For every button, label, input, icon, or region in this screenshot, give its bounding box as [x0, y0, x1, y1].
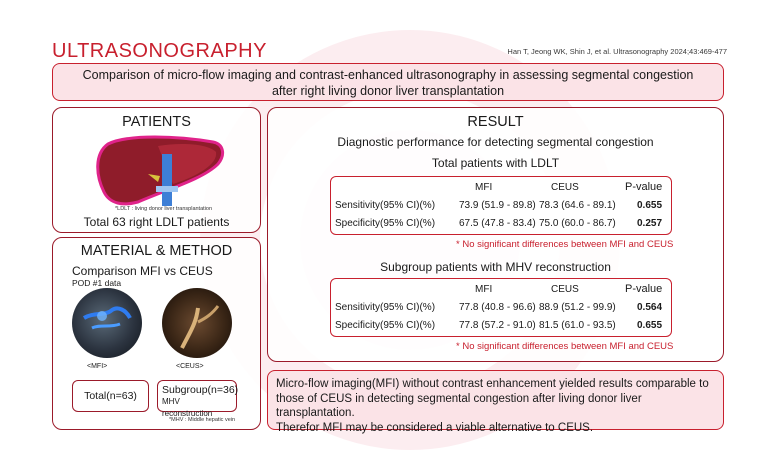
row-label: Specificity(95% CI)(%) — [335, 218, 436, 229]
citation: Han T, Jeong WK, Shin J, et al. Ultrasonography 2024;43:469-477 — [507, 47, 727, 56]
patients-total: Total 63 right LDLT patients — [83, 215, 230, 229]
title-line-1: Comparison of micro-flow imaging and contrast-enhanced ultrasonography in assessing segmental congestion — [82, 68, 694, 82]
mhv-footnote: *MHV : Middle hepatic vein — [169, 417, 236, 423]
col-header-pvalue: P-value — [625, 181, 663, 193]
ceus-vessel-overlay — [162, 288, 232, 358]
method-heading: MATERIAL & METHOD — [80, 243, 233, 259]
total-box-label: Total(n=63) — [84, 390, 137, 402]
patients-panel — [52, 107, 261, 233]
subgroup-box — [157, 380, 239, 418]
result-heading: RESULT — [467, 114, 524, 130]
p-value: 0.257 — [637, 218, 663, 229]
col-header-ceus: CEUS — [551, 284, 579, 295]
mfi-value: 73.9 (51.9 - 89.8) — [459, 200, 536, 211]
ceus-value: 78.3 (64.6 - 89.1) — [539, 200, 616, 211]
ceus-value: 88.9 (51.2 - 99.9) — [539, 302, 616, 313]
subgroup-table — [330, 278, 672, 337]
subgroup-label: Subgroup(n=36) — [162, 384, 239, 396]
col-header-mfi: MFI — [475, 182, 493, 193]
p-value: 0.564 — [637, 302, 663, 313]
mfi-flow-overlay — [72, 288, 142, 358]
ceus-caption: <CEUS> — [176, 363, 204, 370]
ldlt-footnote: *LDLT : living donor liver transplantation — [115, 206, 213, 212]
row-label: Sensitivity(95% CI)(%) — [335, 302, 436, 313]
title-box — [52, 63, 724, 101]
row-label: Specificity(95% CI)(%) — [335, 320, 436, 331]
p-value: 0.655 — [637, 200, 663, 211]
conclusion-line-3: Therefor MFI may be considered a viable alternative to CEUS. — [276, 421, 594, 434]
total-box — [72, 380, 149, 412]
col-header-mfi: MFI — [475, 284, 493, 295]
ceus-value: 81.5 (61.0 - 93.5) — [539, 320, 616, 331]
result-panel — [267, 107, 724, 362]
comparison-label: Comparison MFI vs CEUS — [72, 264, 213, 278]
col-header-ceus: CEUS — [551, 182, 579, 193]
title-line-2: after right living donor liver transplantation — [271, 84, 505, 98]
subgroup-table-title: Subgroup patients with MHV reconstruction — [380, 260, 611, 274]
patients-heading: PATIENTS — [122, 114, 191, 130]
mfi-value: 67.5 (47.8 - 83.4) — [459, 218, 536, 229]
subgroup-sublabel: MHV reconstruction — [162, 397, 213, 418]
pod-label: POD #1 data — [72, 278, 122, 288]
journal-brand: ULTRASONOGRAPHY — [52, 40, 267, 62]
conclusion-line-2: those of CEUS in detecting segmental congestion after living donor liver transplantation. — [276, 392, 642, 419]
mfi-value: 77.8 (57.2 - 91.0) — [459, 320, 536, 331]
mfi-image — [72, 288, 142, 358]
result-subheading: Diagnostic performance for detecting segmental congestion — [337, 135, 654, 149]
p-value: 0.655 — [637, 320, 663, 331]
total-table — [330, 176, 672, 235]
ceus-image — [162, 288, 232, 358]
subgroup-significance-note: * No significant differences between MFI and CEUS — [456, 341, 674, 352]
col-header-pvalue: P-value — [625, 283, 663, 295]
conclusion-line-1: Micro-flow imaging(MFI) without contrast enhancement yielded results comparable to — [276, 378, 709, 390]
ceus-value: 75.0 (60.0 - 86.7) — [539, 218, 616, 229]
liver-illustration — [88, 134, 228, 206]
total-significance-note: * No significant differences between MFI and CEUS — [456, 239, 674, 250]
mfi-value: 77.8 (40.8 - 96.6) — [459, 302, 536, 313]
total-table-title: Total patients with LDLT — [431, 156, 560, 170]
mfi-caption: <MFI> — [87, 363, 108, 370]
method-panel — [52, 237, 261, 430]
conclusion-box — [267, 370, 724, 434]
row-label: Sensitivity(95% CI)(%) — [335, 200, 436, 211]
